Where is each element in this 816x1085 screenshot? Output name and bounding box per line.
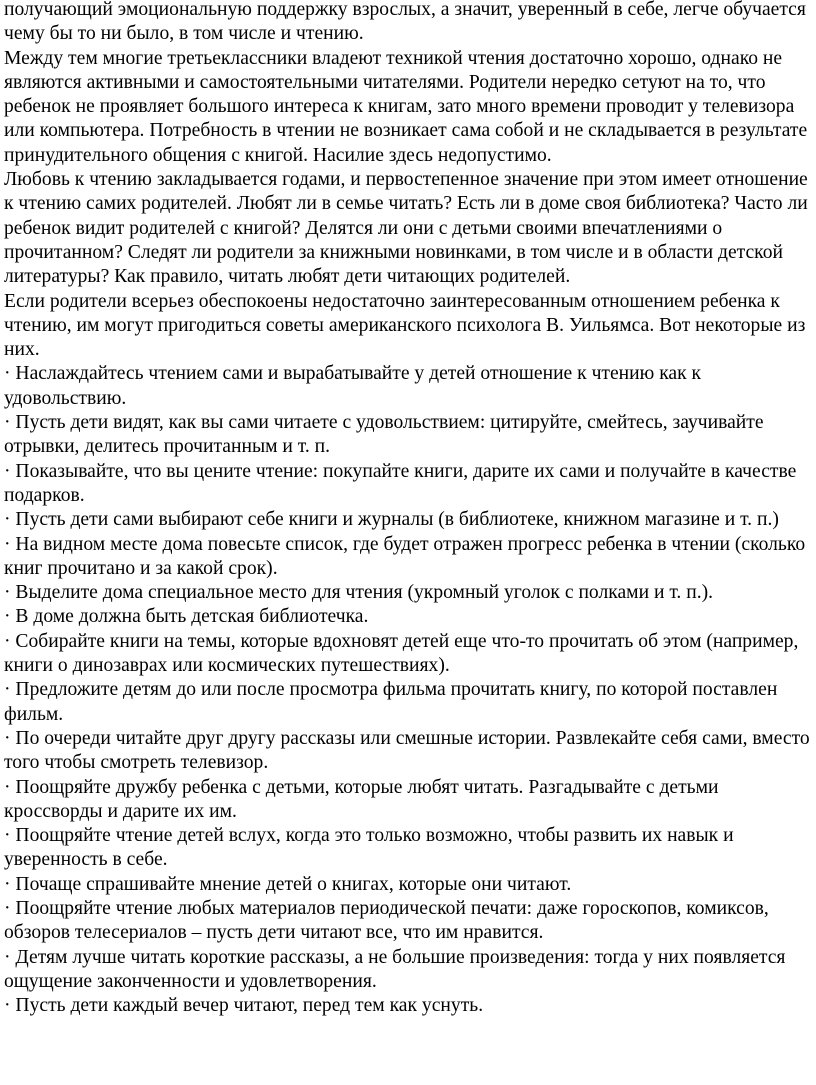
tip-item: · На видном месте дома повесьте список, где будет отражен прогресс ребенка в чтении (сколько книг прочитано и за какой срок). (4, 533, 806, 579)
tip-item: · Предложите детям до или после просмотра фильма прочитать книгу, по которой поставлен фильм. (4, 679, 778, 725)
tip-item: · Пусть дети сами выбирают себе книги и журналы (в библиотеке, книжном магазине и т. п.) (4, 509, 779, 531)
tips-list (4, 362, 814, 1018)
paragraph-love-of-reading: Любовь к чтению закладывается годами, и первостепенное значение при этом имеет отношение к чтению самих родителей. Любят ли в семье читать? Есть ли в доме своя библиотека? Часто ли ребенок видит родителей с книгой? Делятся ли они с детьми своими впечатлениями о прочитанном? Следят ли родители за книжными новинками, в том числе и в области детской литературы? Как правило, читать любят дети читающих родителей. (4, 169, 808, 288)
tip-item: · Собирайте книги на темы, которые вдохновят детей еще что-то прочитать об этом (например, книги о динозаврах или космических путешествиях). (4, 630, 799, 677)
tip-item: · Детям лучше читать короткие рассказы, а не большие произведения: тогда у них появляется ощущение законченности и удовлетворения. (4, 946, 786, 992)
tip-item: · Поощряйте дружбу ребенка с детьми, которые любят читать. Разгадывайте с детьми кроссворды и дарите их им. (4, 776, 719, 822)
tip-item: · Наслаждайтесь чтением сами и вырабатывайте у детей отношение к чтению как к удовольствию. (4, 363, 702, 409)
tip-item: · Выделите дома специальное место для чтения (укромный уголок с полками и т. п.). (4, 582, 714, 604)
tip-item: · В доме должна быть детская библиотечка. (4, 606, 369, 628)
paragraph-third-graders: Между тем многие третьеклассники владеют техникой чтения достаточно хорошо, однако не являются активными и самостоятельными читателями. Родители нередко сетуют на то, что ребенок не проявляет большого интереса к книгам, зато много времени проводит у телевизора или компьютера. Потребность в чтении не возникает сама собой и не складывается в результате принудительного общения с книгой. Насилие здесь недопустимо. (4, 47, 808, 166)
tip-item: · Пусть дети видят, как вы сами читаете с удовольствием: цитируйте, смейтесь, заучивайте отрывки, делитесь прочитанным и т. п. (4, 412, 764, 458)
paragraph-intro-continuation: получающий эмоциональную поддержку взрослых, а значит, уверенный в себе, легче обучается чему бы то ни было, в том числе и чтению. (4, 0, 806, 45)
tip-item: · Почаще спрашивайте мнение детей о книгах, которые они читают. (4, 873, 572, 895)
tip-item: · Поощряйте чтение любых материалов периодической печати: даже гороскопов, комиксов, обзоров телесериалов – пусть дети читают все, что им нравится. (4, 897, 769, 944)
tip-item: · По очереди читайте друг другу рассказы или смешные истории. Развлекайте себя сами, вместо того чтобы смотреть телевизор. (4, 727, 810, 774)
tip-item: · Поощряйте чтение детей вслух, когда это только возможно, чтобы развить их навык и уверенность в себе. (4, 825, 734, 871)
tip-item: · Пусть дети каждый вечер читают, перед тем как уснуть. (4, 995, 484, 1017)
tip-item: · Показывайте, что вы цените чтение: покупайте книги, дарите их сами и получайте в качестве подарков. (4, 460, 797, 506)
paragraph-williams-advice: Если родители всерьез обеспокоены недостаточно заинтересованным отношением ребенка к чтению, им могут пригодиться советы американского психолога В. Уильямса. Вот некоторые из них. (4, 290, 806, 361)
